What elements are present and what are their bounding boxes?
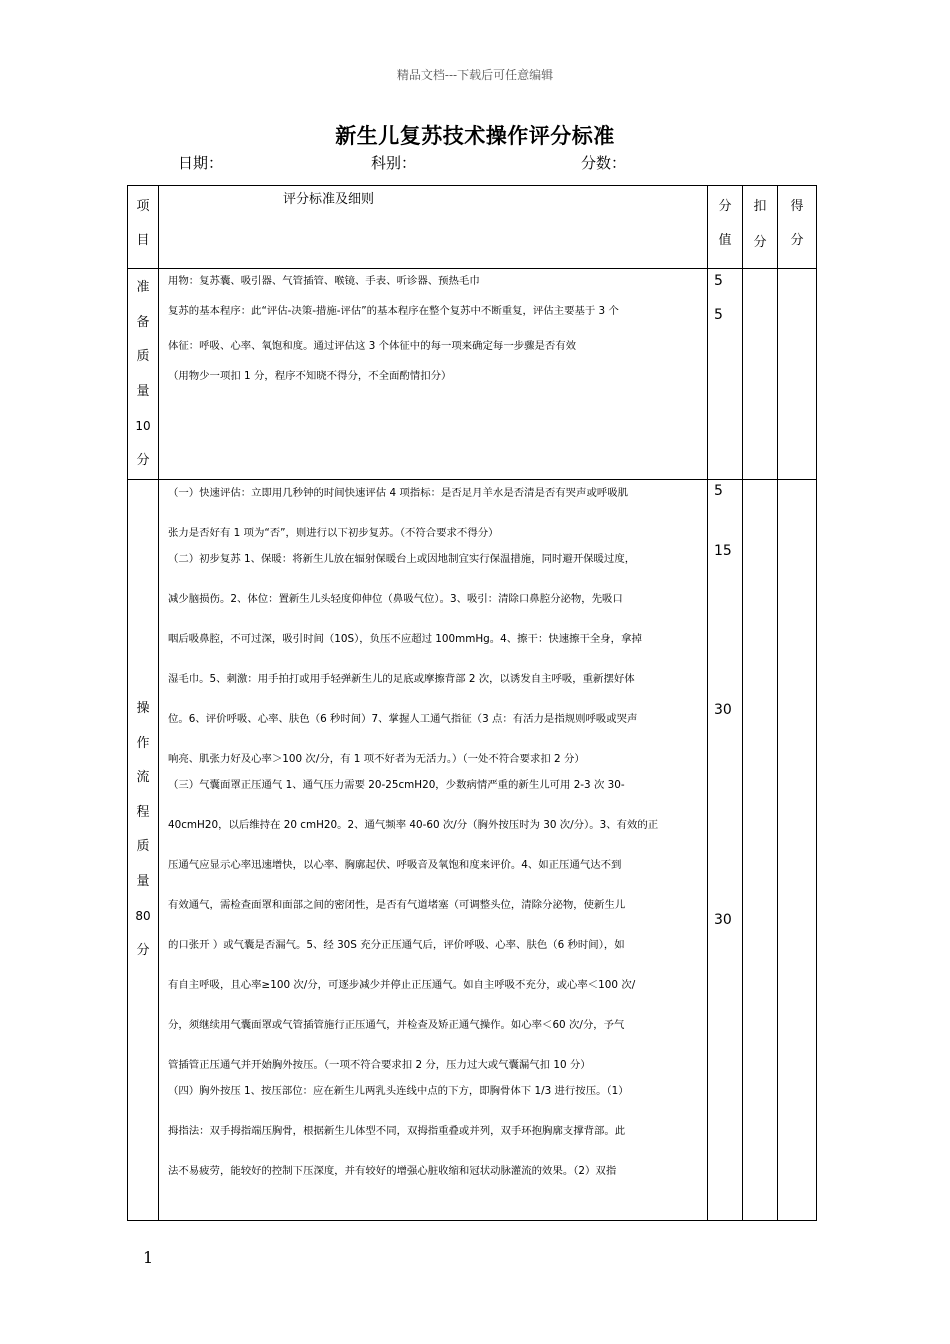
op-value: 30 xyxy=(714,912,732,928)
op-detail-line: （二）初步复苏 1、保暖：将新生儿放在辐射保暖台上或因地制宜实行保温措施，同时避开保暖过度， xyxy=(168,553,636,565)
prep-score-cell xyxy=(778,269,817,480)
header-score-char: 得 xyxy=(790,199,804,214)
op-item-char: 作 xyxy=(136,735,150,751)
op-item-char: 分 xyxy=(136,942,150,958)
prep-item-char: 准 xyxy=(136,280,150,295)
op-detail-line: （四）胸外按压 1、按压部位：应在新生儿两乳头连线中点的下方，即胸骨体下 1/3 进行按压。（1） xyxy=(168,1085,629,1097)
header-value-char: 分 xyxy=(718,199,732,214)
prep-item-char: 量 xyxy=(136,383,150,399)
header-score-cell xyxy=(778,186,817,269)
op-detail-line: （三）气囊面罩正压通气 1、通气压力需要 20-25cmH20，少数病情严重的新生儿可用 2-3 次 30- xyxy=(168,779,625,791)
op-detail-line: 位。6、评价呼吸、心率、肤色（6 秒时间）7、掌握人工通气指征（3 点：有活力是指规则呼吸或哭声 xyxy=(168,713,638,725)
prep-value: 5 xyxy=(714,273,723,289)
header-deduct-cell xyxy=(743,186,778,269)
prep-item-char: 分 xyxy=(136,452,150,468)
header-item-cell xyxy=(128,186,159,269)
date-label: 日期： xyxy=(178,154,224,172)
prep-detail-line: （用物少一项扣 1 分，程序不知晓不得分，不全面酌情扣分） xyxy=(168,370,452,382)
document-title: 新生儿复苏技术操作评分标准 xyxy=(335,124,615,148)
op-value-cell xyxy=(708,480,743,1221)
prep-item-char: 10 xyxy=(135,419,151,433)
op-detail-line: 减少脑损伤。2、体位：置新生儿头轻度仰伸位（鼻吸气位）。3、吸引：清除口鼻腔分泌物，先吸口 xyxy=(168,593,623,605)
prep-deduct-cell xyxy=(743,269,778,480)
header-note: 精品文档---下载后可任意编辑 xyxy=(396,68,554,82)
table-row-operation xyxy=(128,480,817,1221)
page-number: 1 xyxy=(143,1248,154,1267)
op-detail-line: （一）快速评估：立即用几秒钟的时间快速评估 4 项指标：是否足月羊水是否清是否有哭声或呼吸肌 xyxy=(168,487,629,499)
op-detail-line: 拇指法：双手拇指端压胸骨，根据新生儿体型不同，双拇指重叠或并列，双手环抱胸廓支撑背部。此 xyxy=(168,1125,626,1137)
op-item-char: 操 xyxy=(136,701,150,716)
op-item-char: 80 xyxy=(135,909,151,923)
prep-detail-line: 用物：复苏囊、吸引器、气管插管、喉镜、手表、听诊器、预热毛巾 xyxy=(168,275,480,287)
op-detail-line: 张力是否好有 1 项为“否”，则进行以下初步复苏。（不符合要求不得分） xyxy=(168,527,499,539)
table-row-preparation xyxy=(128,269,817,480)
op-detail-line: 管插管正压通气并开始胸外按压。（一项不符合要求扣 2 分，压力过大或气囊漏气扣 10 分） xyxy=(168,1059,591,1071)
op-detail-line: 分，须继续用气囊面罩或气管插管施行正压通气，并检查及矫正通气操作。如心率＜60 次/分，予气 xyxy=(168,1019,625,1031)
prep-item-cell xyxy=(128,269,159,480)
prep-value: 5 xyxy=(714,307,723,323)
op-detail-line: 咽后吸鼻腔，不可过深，吸引时间（10S），负压不应超过 100mmHg。4、擦干：快速擦干全身，拿掉 xyxy=(168,633,642,645)
op-value: 5 xyxy=(714,483,723,499)
op-detail-line: 有效通气，需检查面罩和面部之间的密闭性，是否有气道堵塞（可调整头位，清除分泌物，使新生儿 xyxy=(168,899,626,911)
header-item-char: 目 xyxy=(136,233,150,248)
op-detail-line: 的口张开 ）或气囊是否漏气。5、经 30S 充分正压通气后，评价呼吸、心率、肤色（6 秒时间），如 xyxy=(168,939,625,951)
op-value: 30 xyxy=(714,702,732,718)
department-label: 科别： xyxy=(371,154,417,172)
op-item-char: 量 xyxy=(136,873,150,889)
header-detail-cell xyxy=(159,186,708,269)
op-deduct-cell xyxy=(743,480,778,1221)
header-value-cell xyxy=(708,186,743,269)
op-item-char: 流 xyxy=(136,770,150,785)
op-value: 15 xyxy=(714,543,732,559)
scoring-table xyxy=(127,185,817,1221)
op-detail-line: 压通气应显示心率迅速增快，以心率、胸廓起伏、呼吸音及氧饱和度来评价。4、如正压通气达不到 xyxy=(168,859,622,871)
header-item-char: 项 xyxy=(136,199,150,214)
header-deduct-char: 扣 xyxy=(753,199,767,214)
prep-detail-cell xyxy=(159,269,708,480)
prep-detail-line: 复苏的基本程序：此“评估-决策-措施-评估”的基本程序在整个复苏中不断重复，评估主要基于 3 个 xyxy=(168,305,619,317)
op-item-char: 质 xyxy=(136,839,150,854)
prep-item-char: 质 xyxy=(136,349,150,364)
op-item-cell xyxy=(128,480,159,1221)
table-header-row xyxy=(128,186,817,269)
op-detail-cell xyxy=(159,480,708,1221)
op-score-cell xyxy=(778,480,817,1221)
prep-item-char: 备 xyxy=(136,314,150,330)
op-detail-line: 法不易疲劳，能较好的控制下压深度，并有较好的增强心脏收缩和冠状动脉灌流的效果。（2）双指 xyxy=(168,1165,617,1177)
header-score-char: 分 xyxy=(790,233,804,248)
prep-value-cell xyxy=(708,269,743,480)
header-deduct-char: 分 xyxy=(753,235,767,250)
op-item-char: 程 xyxy=(136,804,150,820)
score-label: 分数： xyxy=(581,154,627,172)
prep-detail-line: 体征：呼吸、心率、氧饱和度。通过评估这 3 个体征中的每一项来确定每一步骤是否有效 xyxy=(168,340,577,352)
header-value-char: 值 xyxy=(718,233,732,248)
op-detail-line: 有自主呼吸，且心率≥100 次/分，可逐步减少并停止正压通气。如自主呼吸不充分，或心率＜100 次/ xyxy=(168,979,636,991)
header-detail-label: 评分标准及细则 xyxy=(283,192,375,207)
op-detail-line: 40cmH20，以后维持在 20 cmH20。2、通气频率 40-60 次/分（胸外按压时为 30 次/分）。3、有效的正 xyxy=(168,819,659,831)
op-detail-line: 响亮、肌张力好及心率＞100 次/分，有 1 项不好者为无活力。）（一处不符合要求扣 2 分） xyxy=(168,753,585,765)
op-detail-line: 湿毛巾。5、刺激：用手拍打或用手轻弹新生儿的足底或摩擦背部 2 次，以诱发自主呼吸，重新摆好体 xyxy=(168,673,635,685)
